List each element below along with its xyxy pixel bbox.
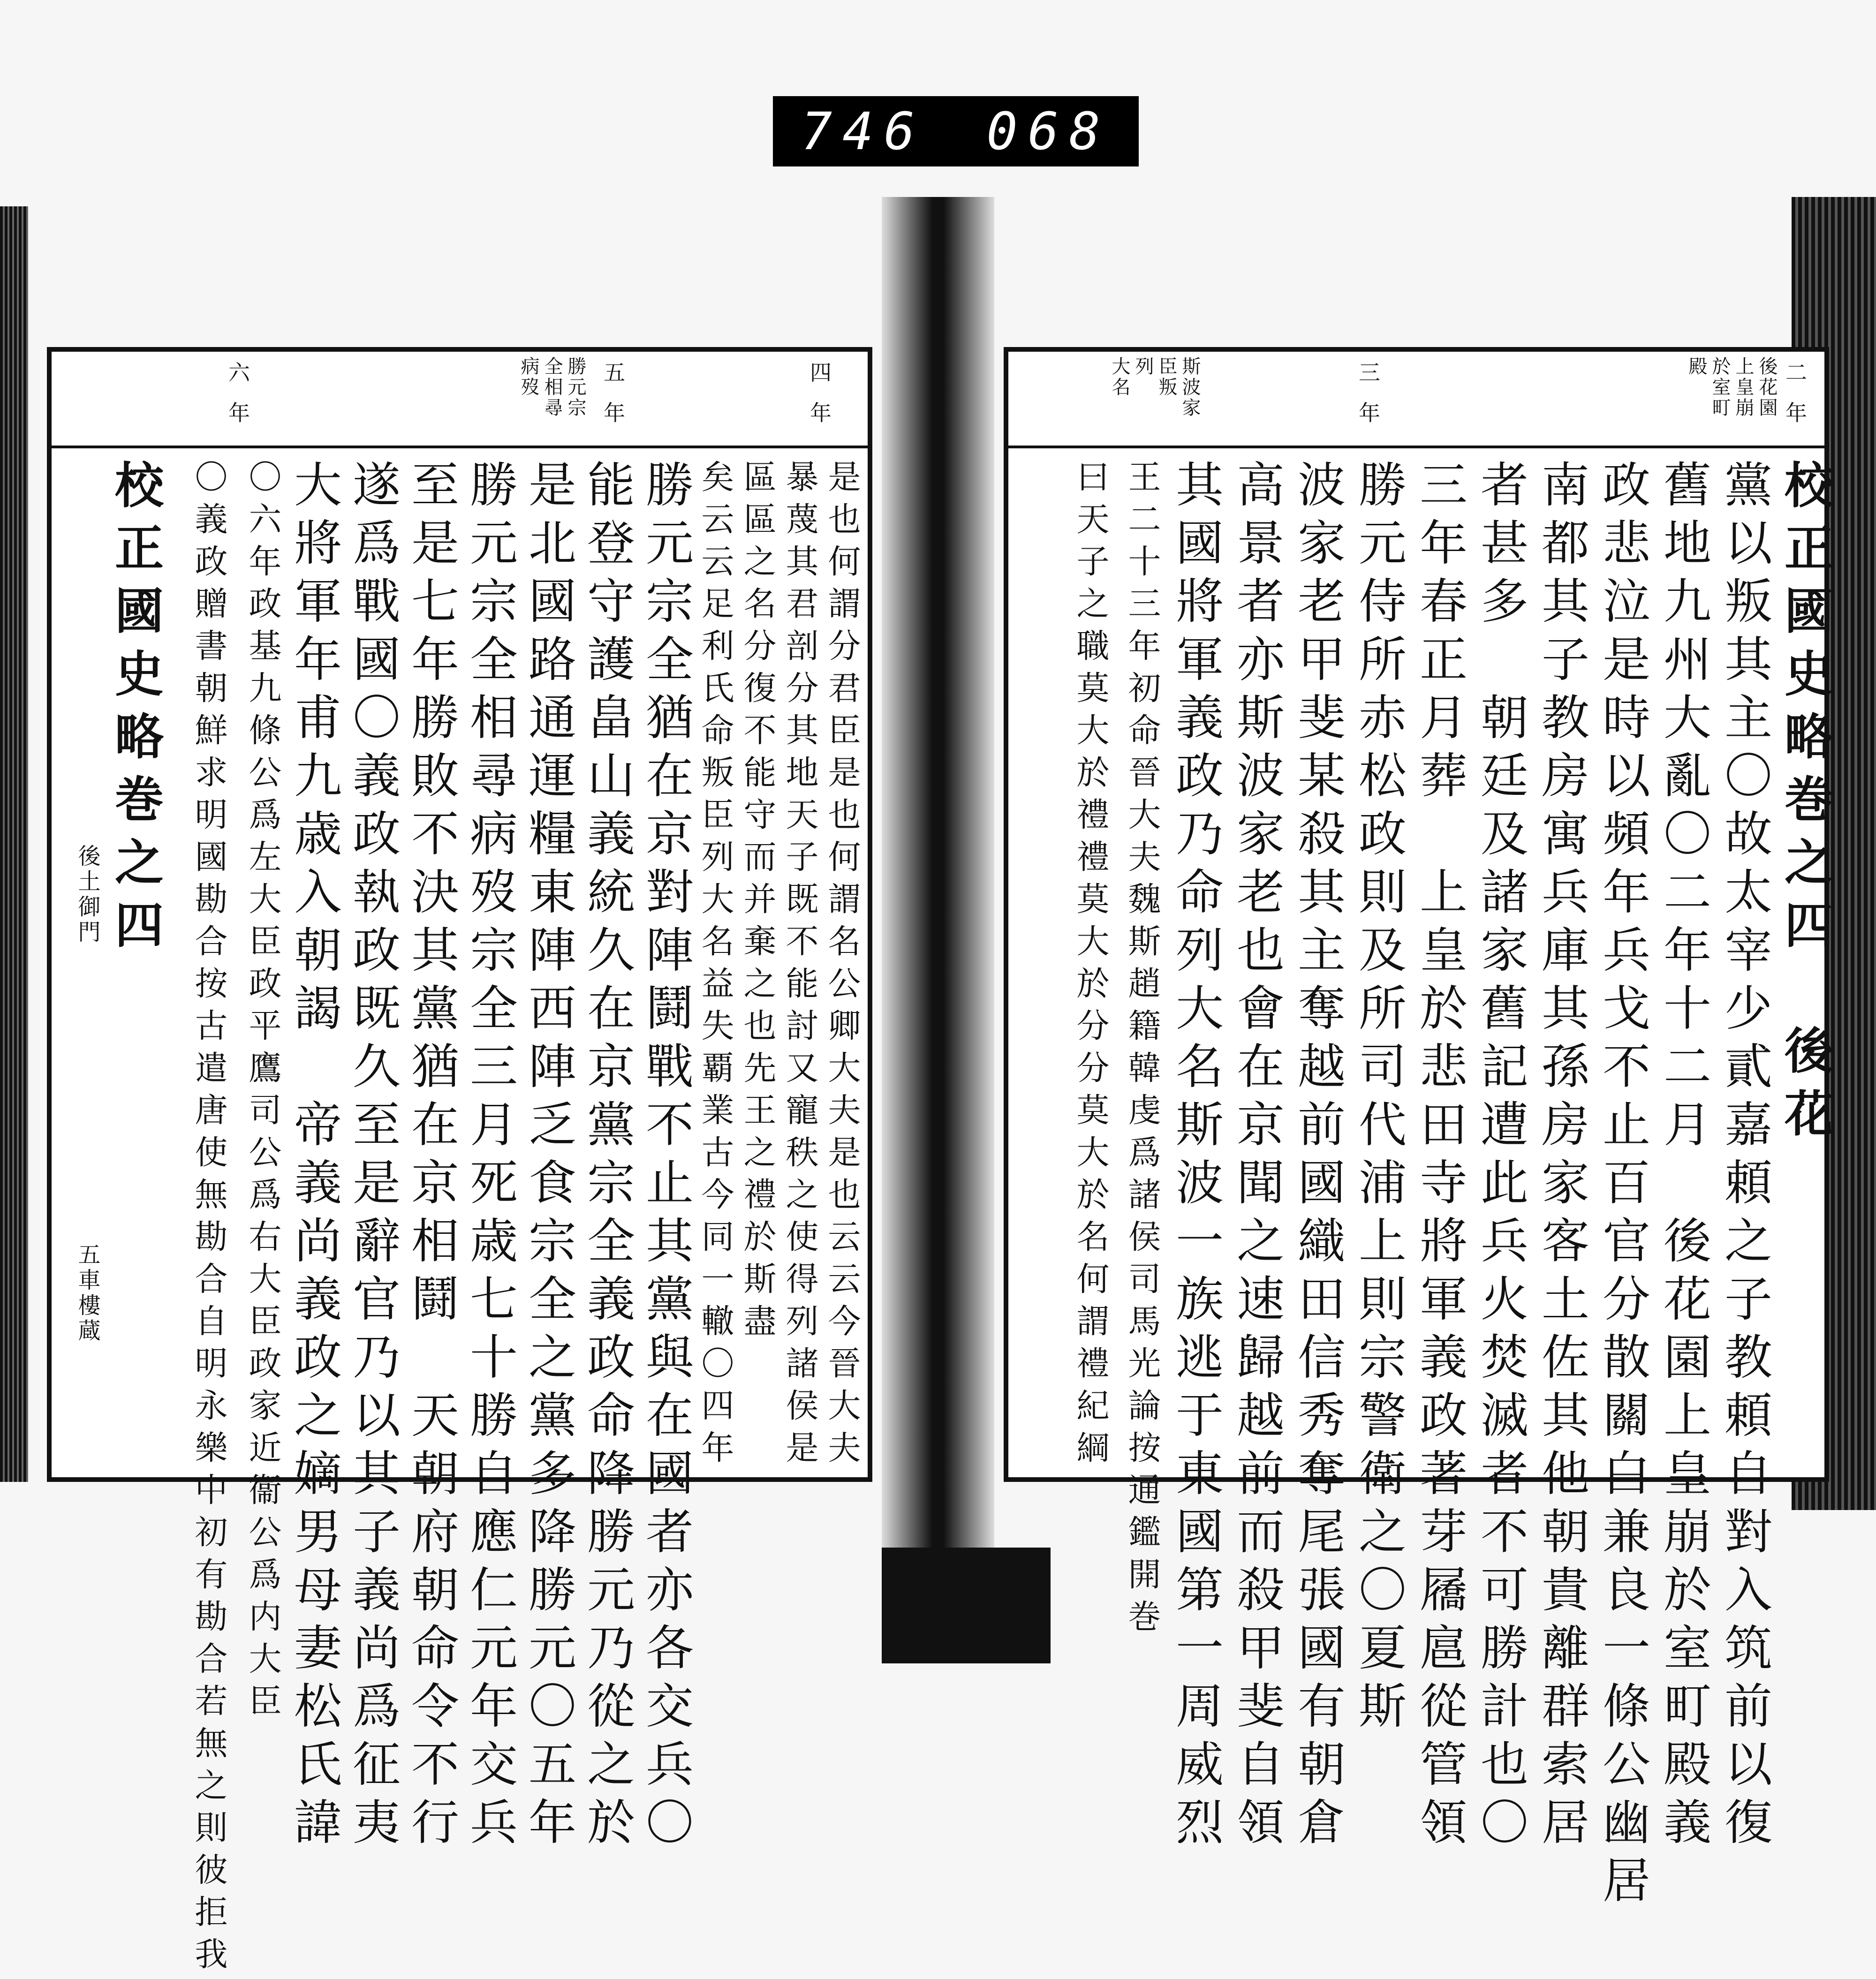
year-header: 六年 — [225, 361, 250, 442]
header-note: 殿 — [1686, 356, 1707, 377]
text-column: 區區之名分復不能守而并棄之也先王之禮於斯盡 — [738, 460, 777, 1346]
header-note: 後花園 — [1756, 356, 1778, 418]
book-gutter — [882, 197, 994, 1663]
year-header: 二年 — [1782, 361, 1808, 442]
left-book-edge — [0, 206, 28, 1482]
header-note: 全相尋 — [541, 356, 563, 418]
header-note: 大名 — [1109, 356, 1130, 398]
text-column: 是也何謂分君臣是也何謂名公卿大夫是也云云今晉大夫 — [823, 460, 861, 1473]
header-note: 病歿 — [518, 356, 539, 398]
text-column: 暴蔑其君剖分其地天子既不能討又寵秩之使得列諸侯是 — [780, 460, 819, 1473]
microfilm-reel-label — [773, 96, 1139, 166]
right-page — [1004, 347, 1834, 1913]
text-column: 至是七年勝敗不決其黨猶在京相鬪 天朝府朝命令不行 — [403, 460, 459, 1855]
header-note: 勝元宗 — [565, 356, 586, 418]
publisher-label: 五車樓蔵 — [74, 1243, 100, 1344]
text-column: 王二十三年初命晉大夫魏斯趙籍韓虔爲諸侯司馬光論按通鑑開巻 — [1123, 460, 1161, 1641]
text-column: 〇六年政基九條公爲左大臣政平鷹司公爲右大臣政家近衞公爲内大臣 — [243, 460, 282, 1726]
text-column: 波家老甲斐某殺其主奪越前國織田信秀奪尾張國有朝倉 — [1290, 460, 1346, 1855]
text-column: 勝元侍所赤松政則及所司代浦上則宗警衛之〇夏斯 — [1351, 460, 1407, 1739]
year-header: 三年 — [1355, 361, 1381, 442]
year-header: 五年 — [600, 361, 626, 442]
header-note: 斯波家 — [1179, 356, 1201, 418]
header-note: 於室町 — [1709, 356, 1731, 418]
text-column: 曰天子之職莫大於禮禮莫大於分分莫大於名何謂禮紀綱 — [1071, 460, 1110, 1473]
text-column: 黨以叛其主〇故太宰少貳嘉頼之子教頼自對入筑前以復 — [1717, 460, 1772, 1855]
text-column: 三年春正月葬 上皇於悲田寺將軍義政著芽屩扈從管領 — [1412, 460, 1468, 1855]
text-column: 矣云云足利氏命叛臣列大名益失覇業古今同一轍〇四年 — [696, 460, 734, 1473]
text-column: 政悲泣是時以頻年兵戈不止百官分散關白兼良一條公幽居 — [1595, 460, 1650, 1913]
year-header: 四年 — [807, 361, 832, 442]
text-column: 遂爲戰國〇義政執政既久至是辭官乃以其子義尚爲征夷 — [345, 460, 401, 1855]
reel-number-right: 068 — [986, 101, 1111, 161]
reel-number-left: 746 — [801, 101, 925, 161]
text-column: 高景者亦斯波家老也會在京聞之速歸越前而殺甲斐自領 — [1229, 460, 1285, 1855]
text-column: 南都其子教房寓兵庫其孫房家客土佐其他朝貴離群索居 — [1534, 460, 1589, 1855]
left-page — [47, 347, 872, 1979]
volume-title: 校正國史略巻之四 後花 — [1776, 460, 1834, 1151]
header-note: 臣叛 — [1156, 356, 1177, 398]
header-note: 列 — [1132, 356, 1154, 377]
text-column: 其國將軍義政乃命列大名斯波一族逃于東國第一周威烈 — [1168, 460, 1224, 1855]
emperor-side-label: 後土御門 — [74, 844, 100, 945]
text-column: 〇義政贈書朝鮮求明國勘合按古遣唐使無勘合自明永樂中初有勘合若無之則彼拒我 — [189, 460, 228, 1979]
text-column: 舊地九州大亂〇二年十二月 後花園上皇崩於室町殿義 — [1656, 460, 1711, 1855]
text-column: 是北國路通運糧東陣西陣乏食宗全之黨多降勝元〇五年 — [521, 460, 576, 1855]
text-column: 大將軍年甫九歳入朝謁 帝義尚義政之嫡男母妻松氏諱 — [286, 460, 342, 1855]
volume-title: 校正國史略巻之四 — [106, 460, 164, 962]
header-rule — [1008, 446, 1824, 448]
text-column: 能登守護畠山義統久在京黨宗全義政命降勝元乃從之於 — [579, 460, 635, 1855]
gutter-shadow — [882, 1548, 1051, 1663]
header-note: 上皇崩 — [1732, 356, 1754, 418]
text-column: 勝元宗全猶在京對陣鬪戰不止其黨與在國者亦各交兵〇 — [638, 460, 694, 1855]
text-column: 勝元宗全相尋病歿宗全三月死歳七十勝自應仁元年交兵 — [462, 460, 518, 1855]
header-rule — [52, 446, 868, 448]
text-column: 者甚多 朝廷及諸家舊記遭此兵火焚滅者不可勝計也〇 — [1473, 460, 1528, 1855]
